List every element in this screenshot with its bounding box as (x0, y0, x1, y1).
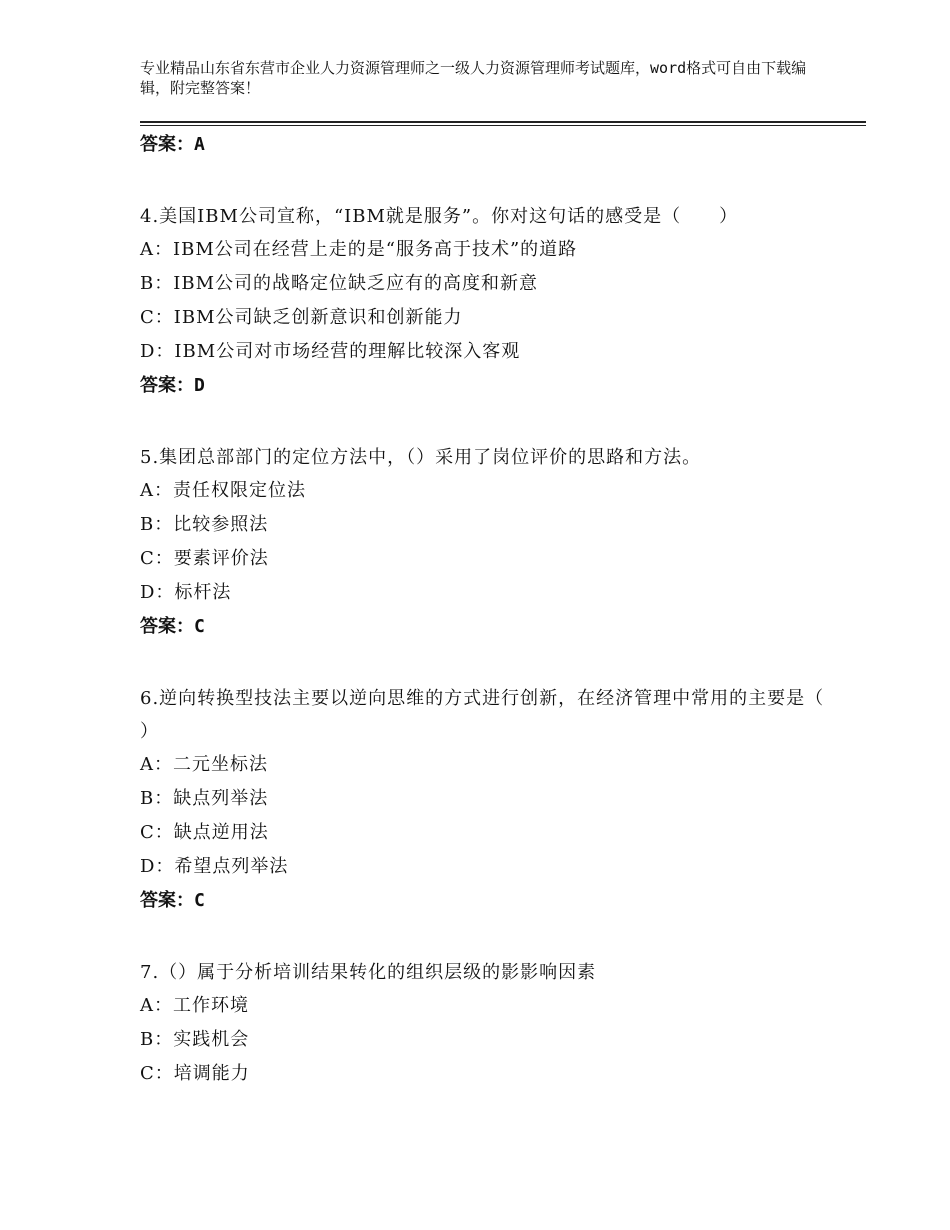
header-divider-thick (140, 121, 866, 123)
option-a: A：二元坐标法 (140, 754, 268, 775)
option-d: D：标杆法 (140, 582, 232, 603)
option-b: B：缺点列举法 (140, 788, 269, 809)
option-b: B：IBM公司的战略定位缺乏应有的高度和新意 (140, 273, 538, 294)
question-4 (140, 200, 830, 403)
option-d: D：IBM公司对市场经营的理解比较深入客观 (140, 341, 521, 362)
option-a: A：工作环境 (140, 995, 249, 1016)
answer-q3: 答案：A (140, 134, 205, 155)
answer: 答案：D (140, 375, 205, 396)
question-text: 7.（）属于分析培训结果转化的组织层级的影影响因素 (140, 962, 597, 983)
option-a: A：IBM公司在经营上走的是“服务高于技术”的道路 (140, 239, 578, 260)
question-text: 5.集团总部部门的定位方法中，（）采用了岗位评价的思路和方法。 (140, 447, 702, 468)
option-c: C：缺点逆用法 (140, 822, 269, 843)
option-d: D：希望点列举法 (140, 856, 289, 877)
option-b: B：比较参照法 (140, 514, 269, 535)
option-a: A：责任权限定位法 (140, 480, 306, 501)
answer: 答案：C (140, 616, 205, 637)
option-c: C：培调能力 (140, 1063, 250, 1084)
option-c: C：要素评价法 (140, 548, 269, 569)
option-b: B：实践机会 (140, 1029, 250, 1050)
option-c: C：IBM公司缺乏创新意识和创新能力 (140, 307, 463, 328)
answer: 答案：C (140, 890, 205, 911)
document-header: 专业精品山东省东营市企业人力资源管理师之一级人力资源管理师考试题库，word格式可自由下载编辑，附完整答案！ (140, 59, 807, 97)
header-divider-thin (140, 125, 866, 126)
document-content (140, 128, 830, 1091)
question-7 (140, 956, 830, 1091)
question-text: 4.美国IBM公司宣称，“IBM就是服务”。你对这句话的感受是（ ） (140, 206, 739, 227)
question-6 (140, 682, 830, 918)
question-5 (140, 441, 830, 644)
header-divider (140, 121, 866, 127)
question-text: 6.逆向转换型技法主要以逆向思维的方式进行创新，在经济管理中常用的主要是（ ） (140, 688, 825, 742)
